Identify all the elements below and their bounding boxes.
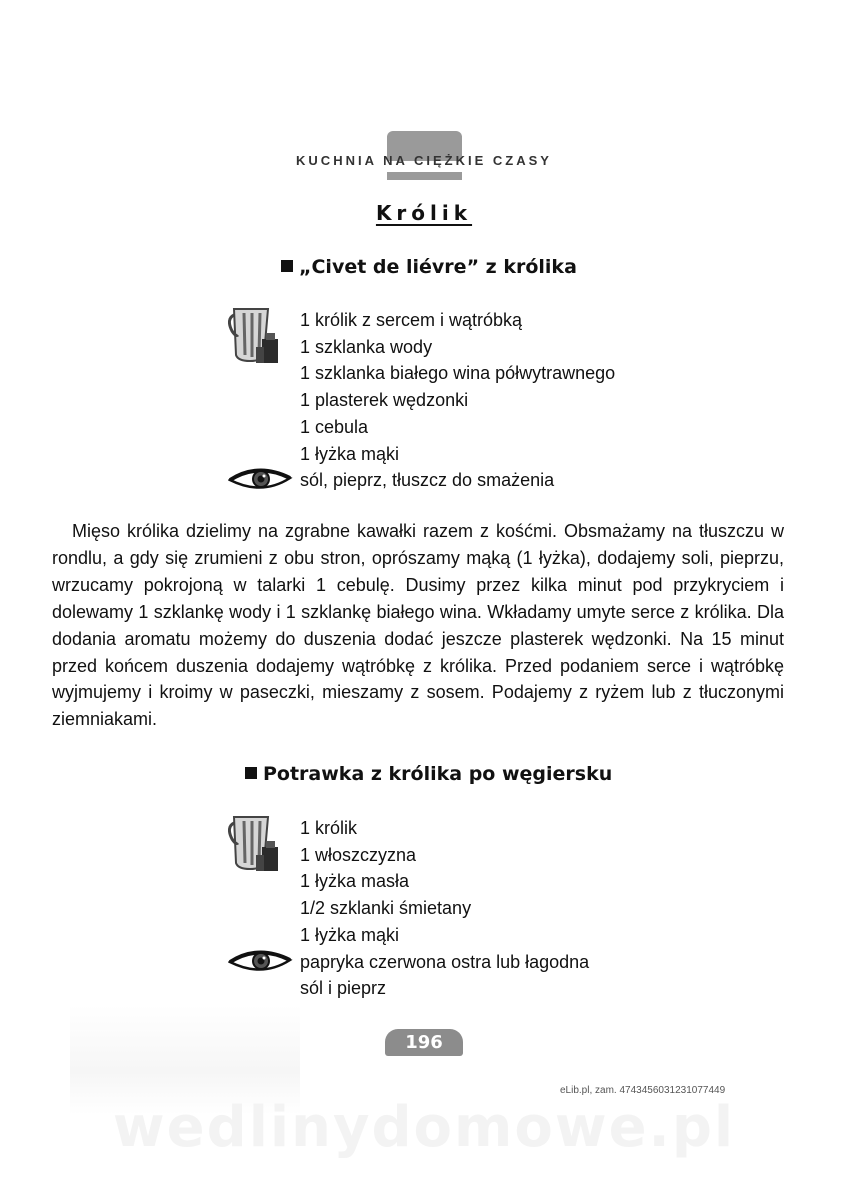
recipe-title-text: „Civet de liévre” z królika [299, 256, 577, 278]
bullet-square-icon [281, 260, 293, 272]
measuring-cup-icon [228, 813, 286, 875]
bullet-square-icon [245, 767, 257, 779]
header-bar-decoration [387, 172, 462, 180]
section-title: Królik [375, 201, 473, 225]
ingredient-item: 1 szklanka białego wina półwytrawnego [300, 363, 616, 384]
ingredient-item: 1 królik [300, 818, 358, 838]
ingredient-list-potrawka [300, 815, 589, 1002]
ingredient-item: 1 królik z sercem i wątróbką [300, 310, 523, 330]
recipe-title-civet [281, 256, 577, 278]
ingredient-list-civet [300, 307, 615, 494]
ingredient-item: 1 łyżka mąki [300, 924, 400, 945]
recipe-method-civet: Mięso królika dzielimy na zgrabne kawałki razem z kośćmi. Obsmażamy na tłuszczu w rondlu, a gdy się zrumieni z obu stron, oprószamy mąką (1 łyżka), dodajemy soli, pieprzu, wrzucamy pokrojoną w talarki 1 cebulę. Dusimy przez kilka minut pod przykryciem i dolewamy 1 szklankę wody i 1 szklankę białego wina. Wkładamy umyte serce z królika. Dla dodania aromatu możemy do duszenia dodać jeszcze plasterek wędzonki. Na 15 minut przed końcem duszenia dodajemy wątróbkę z królika. Przed podaniem serce i wątróbkę wyjmujemy i kroimy w paseczki, mieszamy z sosem. Podajemy z ryżem lub z tłuczonymi ziemniakami. [52, 521, 784, 730]
running-header: KUCHNIA NA CIĘŻKIE CZASY [296, 153, 552, 168]
eye-icon [228, 466, 294, 492]
elib-notice: eLib.pl, zam. 4743456031231077449 [560, 1085, 726, 1096]
ingredient-item: papryka czerwona ostra lub łagodna [300, 951, 590, 972]
recipe-title-text: Potrawka z królika po węgiersku [263, 763, 613, 785]
ingredient-item: 1 włoszczyzna [300, 844, 417, 865]
ingredient-item: 1/2 szklanki śmietany [300, 898, 472, 919]
ingredient-item: sól i pieprz [300, 978, 387, 999]
ingredient-item: 1 łyżka masła [300, 871, 410, 892]
page-number: 196 [385, 1029, 463, 1056]
eye-icon [228, 948, 294, 974]
ingredient-item: sól, pieprz, tłuszcz do smażenia [300, 470, 555, 491]
ingredient-item: 1 cebula [300, 416, 369, 437]
measuring-cup-icon [228, 305, 286, 367]
watermark: wedlinydomowe.pl [112, 1095, 736, 1160]
ingredient-item: 1 łyżka mąki [300, 443, 400, 464]
ingredient-item: 1 plasterek wędzonki [300, 390, 469, 411]
recipe-title-potrawka [245, 763, 612, 785]
ingredient-item: 1 szklanka wody [300, 336, 433, 357]
